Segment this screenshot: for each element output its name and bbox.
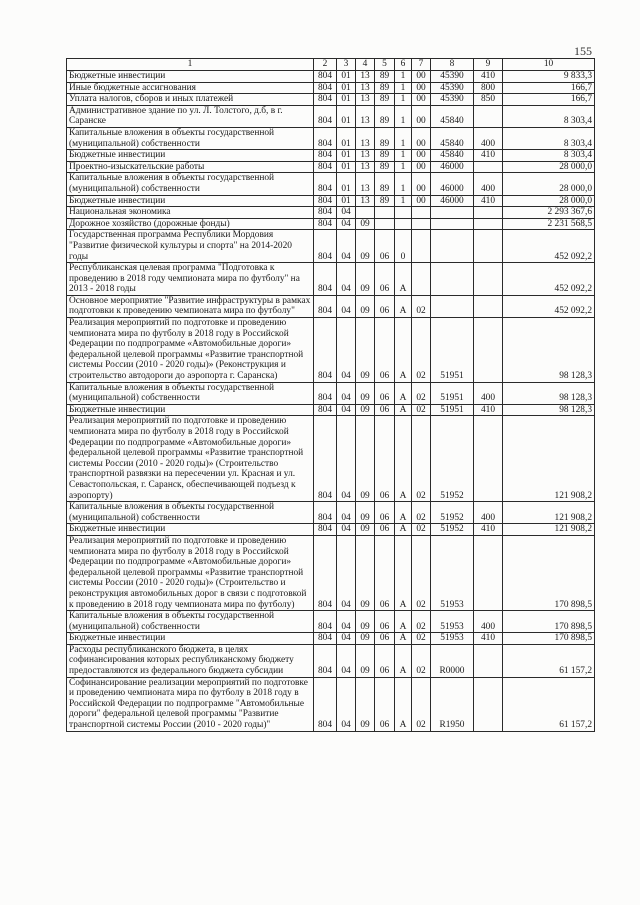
column-header: 6	[395, 59, 412, 71]
table-row	[67, 644, 595, 677]
row-name-cell: Софинансирование реализации мероприятий по подготовке и проведению чемпионата мира по футболу в 2018 году в Российской Федерации по подпрограмме "Автомобильные дороги" федеральной целевой программы "Развитие транспортной системы России (2010 - 2020 годы)"	[67, 677, 314, 731]
column-header: 10	[503, 59, 595, 71]
code-cell: А	[395, 416, 412, 502]
amount-cell: 121 908,2	[503, 524, 595, 536]
code-cell: А	[395, 611, 412, 633]
code-cell: 400	[474, 173, 503, 195]
code-cell: 09	[356, 295, 375, 317]
code-cell: 09	[356, 416, 375, 502]
row-name-cell: Бюджетные инвестиции	[67, 633, 314, 645]
code-cell: 09	[356, 535, 375, 610]
code-cell: 51953	[431, 535, 474, 610]
row-name-cell: Национальная экономика	[67, 207, 314, 219]
code-cell: 1	[395, 161, 412, 173]
code-cell: 800	[474, 82, 503, 94]
code-cell: 04	[337, 207, 356, 219]
code-cell: 89	[375, 105, 395, 127]
code-cell: 804	[314, 502, 337, 524]
code-cell: 04	[337, 295, 356, 317]
code-cell: 09	[356, 633, 375, 645]
amount-cell: 121 908,2	[503, 502, 595, 524]
code-cell: 89	[375, 94, 395, 106]
code-cell: 89	[375, 195, 395, 207]
row-name-cell: Административное здание по ул. Л. Толстого, д.б, в г. Саранске	[67, 105, 314, 127]
code-cell: 46000	[431, 195, 474, 207]
code-cell: А	[395, 404, 412, 416]
code-cell: 02	[412, 416, 431, 502]
amount-cell: 170 898,5	[503, 633, 595, 645]
amount-cell: 452 092,2	[503, 295, 595, 317]
code-cell: 400	[474, 127, 503, 149]
code-cell: 09	[356, 218, 375, 230]
row-name-cell: Расходы республиканского бюджета, в целях софинансирования которых республиканскому бюджету предоставляются из федерального бюджета субсидии	[67, 644, 314, 677]
table-row	[67, 195, 595, 207]
amount-cell: 9 833,3	[503, 71, 595, 83]
code-cell: А	[395, 502, 412, 524]
code-cell: 410	[474, 71, 503, 83]
code-cell: 01	[337, 161, 356, 173]
amount-cell: 2 293 367,6	[503, 207, 595, 219]
code-cell: 13	[356, 150, 375, 162]
column-header: 5	[375, 59, 395, 71]
code-cell: 06	[375, 502, 395, 524]
code-cell: 410	[474, 404, 503, 416]
code-cell: 04	[337, 677, 356, 731]
code-cell	[375, 207, 395, 219]
code-cell: 13	[356, 173, 375, 195]
code-cell: 400	[474, 502, 503, 524]
table-row	[67, 263, 595, 296]
code-cell: 09	[356, 502, 375, 524]
code-cell: 804	[314, 677, 337, 731]
code-cell: 09	[356, 404, 375, 416]
code-cell: 06	[375, 416, 395, 502]
table-row	[67, 71, 595, 83]
code-cell	[474, 263, 503, 296]
code-cell: 45390	[431, 82, 474, 94]
code-cell: 804	[314, 105, 337, 127]
row-name-cell: Бюджетные инвестиции	[67, 195, 314, 207]
table-row	[67, 127, 595, 149]
amount-cell: 61 157,2	[503, 677, 595, 731]
code-cell	[412, 230, 431, 263]
code-cell: 400	[474, 611, 503, 633]
column-header: 9	[474, 59, 503, 71]
row-name-cell: Дорожное хозяйство (дорожные фонды)	[67, 218, 314, 230]
code-cell: 45840	[431, 150, 474, 162]
table-row	[67, 318, 595, 383]
code-cell: 51953	[431, 611, 474, 633]
code-cell: 804	[314, 161, 337, 173]
code-cell: 09	[356, 644, 375, 677]
code-cell: А	[395, 263, 412, 296]
row-name-cell: Капитальные вложения в объекты государственной (муниципальной) собственности	[67, 173, 314, 195]
code-cell: 45840	[431, 105, 474, 127]
row-name-cell: Основное мероприятие "Развитие инфраструктуры в рамках подготовки к проведению чемпионата мира по футболу"	[67, 295, 314, 317]
column-header: 1	[67, 59, 314, 71]
code-cell: 02	[412, 502, 431, 524]
code-cell: 13	[356, 94, 375, 106]
code-cell: 1	[395, 150, 412, 162]
row-name-cell: Реализация мероприятий по подготовке и проведению чемпионата мира по футболу в 2018 году в Российской Федерации по подпрограмме «Автомобильные дороги» федеральной целевой программы «Развитие транспортной системы России (2010 - 2020 годы)» (Реконструкция и строительство автодороги до аэропорта г. Саранска)	[67, 318, 314, 383]
amount-cell: 452 092,2	[503, 263, 595, 296]
code-cell: 410	[474, 633, 503, 645]
amount-cell: 121 908,2	[503, 416, 595, 502]
row-name-cell: Капитальные вложения в объекты государственной (муниципальной) собственности	[67, 382, 314, 404]
code-cell: 89	[375, 82, 395, 94]
code-cell: 09	[356, 611, 375, 633]
code-cell: 00	[412, 82, 431, 94]
code-cell: 13	[356, 127, 375, 149]
code-cell: 1	[395, 94, 412, 106]
code-cell: 51951	[431, 318, 474, 383]
column-header: 3	[337, 59, 356, 71]
amount-cell: 61 157,2	[503, 644, 595, 677]
code-cell: 804	[314, 416, 337, 502]
code-cell: R1950	[431, 677, 474, 731]
row-name-cell: Проектно-изыскательские работы	[67, 161, 314, 173]
code-cell: 1	[395, 173, 412, 195]
code-cell: 804	[314, 71, 337, 83]
code-cell: 45390	[431, 94, 474, 106]
table-row	[67, 535, 595, 610]
code-cell: А	[395, 677, 412, 731]
table-body	[67, 71, 595, 732]
row-name-cell: Уплата налогов, сборов и иных платежей	[67, 94, 314, 106]
amount-cell: 170 898,5	[503, 535, 595, 610]
row-name-cell: Реализация мероприятий по подготовке и проведению чемпионата мира по футболу в 2018 году в Российской Федерации по подпрограмме «Автомобильные дороги» федеральной целевой программы «Развитие транспортной системы России (2010 - 2020 годы)» (Строительство транспортной развязки на пересечении ул. Красная и ул. Севастопольская, г. Саранск, обеспечивающей подъезд к аэропорту)	[67, 416, 314, 502]
code-cell	[412, 218, 431, 230]
code-cell: 1	[395, 127, 412, 149]
code-cell: 51952	[431, 524, 474, 536]
code-cell	[474, 677, 503, 731]
amount-cell: 166,7	[503, 94, 595, 106]
code-cell: 01	[337, 150, 356, 162]
code-cell: 01	[337, 94, 356, 106]
table-row	[67, 105, 595, 127]
amount-cell: 98 128,3	[503, 318, 595, 383]
code-cell: 00	[412, 105, 431, 127]
code-cell	[474, 105, 503, 127]
code-cell: 09	[356, 263, 375, 296]
code-cell	[412, 263, 431, 296]
code-cell: 804	[314, 94, 337, 106]
code-cell: 804	[314, 633, 337, 645]
amount-cell: 28 000,0	[503, 173, 595, 195]
code-cell: 06	[375, 524, 395, 536]
code-cell: 89	[375, 71, 395, 83]
code-cell: 00	[412, 195, 431, 207]
code-cell: 01	[337, 105, 356, 127]
code-cell: 06	[375, 295, 395, 317]
code-cell: 02	[412, 535, 431, 610]
code-cell: 09	[356, 677, 375, 731]
code-cell: 04	[337, 644, 356, 677]
code-cell: 04	[337, 263, 356, 296]
row-name-cell: Республиканская целевая программа "Подготовка к проведению в 2018 году чемпионата мира по футболу" на 2013 - 2018 годы	[67, 263, 314, 296]
code-cell: 89	[375, 161, 395, 173]
code-cell: А	[395, 382, 412, 404]
code-cell: 410	[474, 524, 503, 536]
code-cell: 51953	[431, 633, 474, 645]
amount-cell: 166,7	[503, 82, 595, 94]
code-cell: 13	[356, 82, 375, 94]
table-row	[67, 150, 595, 162]
code-cell	[431, 263, 474, 296]
code-cell: 850	[474, 94, 503, 106]
code-cell: 13	[356, 71, 375, 83]
code-cell: 804	[314, 382, 337, 404]
code-cell: 46000	[431, 161, 474, 173]
code-cell: 804	[314, 524, 337, 536]
code-cell: 06	[375, 644, 395, 677]
code-cell: 04	[337, 633, 356, 645]
code-cell: 04	[337, 502, 356, 524]
table-row	[67, 173, 595, 195]
code-cell: 410	[474, 150, 503, 162]
code-cell: 00	[412, 71, 431, 83]
code-cell: 804	[314, 150, 337, 162]
row-name-cell: Бюджетные инвестиции	[67, 150, 314, 162]
table-row	[67, 404, 595, 416]
code-cell: 1	[395, 105, 412, 127]
row-name-cell: Государственная программа Республики Мордовия "Развитие физической культуры и спорта" на 2014-2020 годы	[67, 230, 314, 263]
code-cell: 01	[337, 71, 356, 83]
code-cell: 804	[314, 207, 337, 219]
code-cell	[375, 218, 395, 230]
code-cell: 04	[337, 524, 356, 536]
code-cell: 00	[412, 173, 431, 195]
code-cell: 13	[356, 161, 375, 173]
code-cell	[474, 207, 503, 219]
amount-cell: 8 303,4	[503, 105, 595, 127]
code-cell: 06	[375, 318, 395, 383]
code-cell: 06	[375, 404, 395, 416]
code-cell: 02	[412, 611, 431, 633]
code-cell	[474, 295, 503, 317]
row-name-cell: Бюджетные инвестиции	[67, 71, 314, 83]
code-cell	[474, 535, 503, 610]
code-cell	[431, 218, 474, 230]
code-cell: 04	[337, 611, 356, 633]
code-cell: 04	[337, 382, 356, 404]
table-row	[67, 94, 595, 106]
code-cell: 89	[375, 150, 395, 162]
code-cell: 51951	[431, 404, 474, 416]
code-cell: 02	[412, 644, 431, 677]
code-cell	[474, 644, 503, 677]
amount-cell: 452 092,2	[503, 230, 595, 263]
code-cell: 06	[375, 263, 395, 296]
code-cell: 06	[375, 611, 395, 633]
code-cell: 804	[314, 127, 337, 149]
code-cell: 1	[395, 71, 412, 83]
code-cell: 51952	[431, 502, 474, 524]
code-cell: А	[395, 633, 412, 645]
row-name-cell: Капитальные вложения в объекты государственной (муниципальной) собственности	[67, 127, 314, 149]
code-cell: 804	[314, 82, 337, 94]
code-cell: 06	[375, 382, 395, 404]
code-cell: 01	[337, 127, 356, 149]
code-cell: 1	[395, 82, 412, 94]
table-row	[67, 161, 595, 173]
code-cell	[474, 161, 503, 173]
code-cell: 01	[337, 195, 356, 207]
code-cell: 804	[314, 318, 337, 383]
column-header: 7	[412, 59, 431, 71]
code-cell	[474, 230, 503, 263]
code-cell: 02	[412, 677, 431, 731]
code-cell	[431, 207, 474, 219]
code-cell: 804	[314, 218, 337, 230]
code-cell	[395, 218, 412, 230]
code-cell	[356, 207, 375, 219]
code-cell: 02	[412, 633, 431, 645]
code-cell: 45390	[431, 71, 474, 83]
code-cell: 06	[375, 677, 395, 731]
code-cell: 804	[314, 263, 337, 296]
code-cell: 89	[375, 173, 395, 195]
code-cell: 13	[356, 195, 375, 207]
table-row	[67, 633, 595, 645]
code-cell: 09	[356, 524, 375, 536]
code-cell: 1	[395, 195, 412, 207]
code-cell: 804	[314, 611, 337, 633]
row-name-cell: Капитальные вложения в объекты государственной (муниципальной) собственности	[67, 502, 314, 524]
code-cell: А	[395, 535, 412, 610]
code-cell: 51951	[431, 382, 474, 404]
code-cell: 46000	[431, 173, 474, 195]
code-cell	[474, 416, 503, 502]
code-cell: 410	[474, 195, 503, 207]
code-cell: 04	[337, 230, 356, 263]
code-cell	[395, 207, 412, 219]
amount-cell: 170 898,5	[503, 611, 595, 633]
code-cell: 09	[356, 382, 375, 404]
amount-cell: 98 128,3	[503, 382, 595, 404]
code-cell	[474, 318, 503, 383]
code-cell	[431, 295, 474, 317]
code-cell: 00	[412, 127, 431, 149]
code-cell: 804	[314, 644, 337, 677]
code-cell: 04	[337, 535, 356, 610]
amount-cell: 8 303,4	[503, 150, 595, 162]
table-row	[67, 611, 595, 633]
row-name-cell: Бюджетные инвестиции	[67, 524, 314, 536]
row-name-cell: Бюджетные инвестиции	[67, 404, 314, 416]
table-row	[67, 382, 595, 404]
code-cell: 804	[314, 404, 337, 416]
code-cell: 00	[412, 161, 431, 173]
page-number: 155	[574, 44, 592, 58]
table-row	[67, 677, 595, 731]
amount-cell: 8 303,4	[503, 127, 595, 149]
code-cell: 06	[375, 633, 395, 645]
code-cell: 09	[356, 318, 375, 383]
code-cell: 804	[314, 230, 337, 263]
code-cell: 04	[337, 416, 356, 502]
code-cell: А	[395, 295, 412, 317]
code-cell: А	[395, 318, 412, 383]
code-cell: 400	[474, 382, 503, 404]
amount-cell: 28 000,0	[503, 195, 595, 207]
table-row	[67, 207, 595, 219]
code-cell: 01	[337, 173, 356, 195]
row-name-cell: Капитальные вложения в объекты государственной (муниципальной) собственности	[67, 611, 314, 633]
table-row	[67, 502, 595, 524]
table-row	[67, 218, 595, 230]
code-cell: А	[395, 644, 412, 677]
table-row	[67, 82, 595, 94]
code-cell: 01	[337, 82, 356, 94]
code-cell: 06	[375, 230, 395, 263]
code-cell: 04	[337, 318, 356, 383]
code-cell: А	[395, 524, 412, 536]
code-cell: R0000	[431, 644, 474, 677]
budget-table	[66, 58, 595, 732]
table-row	[67, 295, 595, 317]
table-row	[67, 230, 595, 263]
code-cell: 02	[412, 295, 431, 317]
code-cell: 02	[412, 382, 431, 404]
column-header: 4	[356, 59, 375, 71]
code-cell: 13	[356, 105, 375, 127]
table-row	[67, 416, 595, 502]
code-cell	[412, 207, 431, 219]
code-cell: 09	[356, 230, 375, 263]
table-header-row	[67, 59, 595, 71]
amount-cell: 28 000,0	[503, 161, 595, 173]
code-cell: 00	[412, 94, 431, 106]
code-cell: 804	[314, 295, 337, 317]
row-name-cell: Реализация мероприятий по подготовке и проведению чемпионата мира по футболу в 2018 году в Российской Федерации по подпрограмме «Автомобильные дороги» федеральной целевой программы «Развитие транспортной системы России (2010 - 2020 годы)» (Строительство и реконструкция автомобильных дорог в связи с подготовкой к проведению в 2018 году чемпионата мира по футболу)	[67, 535, 314, 610]
code-cell: 45840	[431, 127, 474, 149]
code-cell: 89	[375, 127, 395, 149]
column-header: 2	[314, 59, 337, 71]
code-cell: 02	[412, 318, 431, 383]
amount-cell: 2 231 568,5	[503, 218, 595, 230]
table-row	[67, 524, 595, 536]
code-cell: 0	[395, 230, 412, 263]
code-cell: 06	[375, 535, 395, 610]
amount-cell: 98 128,3	[503, 404, 595, 416]
code-cell: 51952	[431, 416, 474, 502]
code-cell	[474, 218, 503, 230]
row-name-cell: Иные бюджетные ассигнования	[67, 82, 314, 94]
column-header: 8	[431, 59, 474, 71]
code-cell: 02	[412, 524, 431, 536]
code-cell: 804	[314, 535, 337, 610]
code-cell: 02	[412, 404, 431, 416]
code-cell: 00	[412, 150, 431, 162]
code-cell	[431, 230, 474, 263]
code-cell: 04	[337, 218, 356, 230]
code-cell: 804	[314, 195, 337, 207]
code-cell: 04	[337, 404, 356, 416]
code-cell: 804	[314, 173, 337, 195]
